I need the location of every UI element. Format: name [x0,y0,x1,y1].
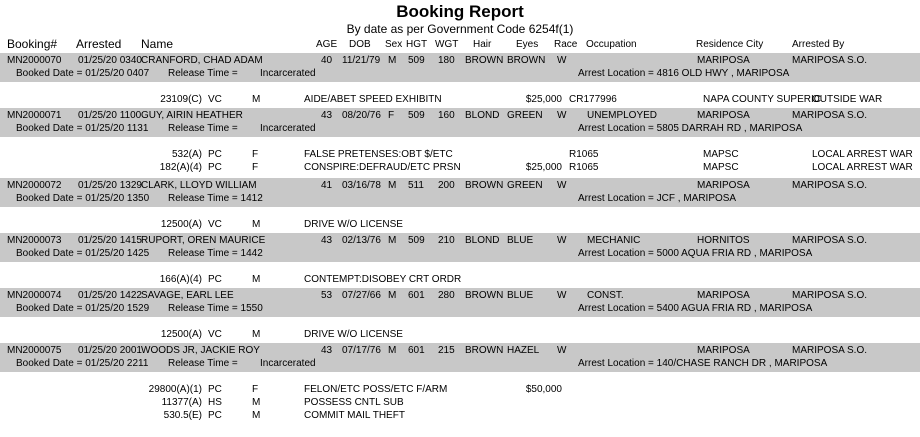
arrested-by: MARIPOSA S.O. [792,55,868,66]
person-height: 509 [408,55,425,66]
charge-type: PC [208,274,222,285]
report-subtitle: By date as per Government Code 6254f(1) [346,22,574,36]
person-name: GUY, AIRIN HEATHER [141,110,243,121]
person-name: SAVAGE, EARL LEE [141,290,234,301]
charge-type: PC [208,149,222,160]
charge-type: PC [208,162,222,173]
charge-description: DRIVE W/O LICENSE [304,219,403,230]
person-hair: BROWN [465,290,504,301]
charge-level: M [252,329,261,340]
custody-status: Incarcerated [260,123,316,134]
arrest-location: Arrest Location = 140/CHASE RANCH DR , MARIPOSA [578,358,828,369]
charge-level: M [252,94,261,105]
person-hair: BLOND [465,110,500,121]
person-height: 601 [408,345,425,356]
col-occupation: Occupation [586,39,637,50]
person-occupation: CONST. [587,290,624,301]
person-race: W [557,345,567,356]
charge-type: VC [208,94,222,105]
person-hair: BROWN [465,55,504,66]
col-race: Race [554,39,578,50]
person-race: W [557,290,567,301]
person-dob: 02/13/76 [342,235,381,246]
release-time: Release Time = 1442 [168,248,263,259]
person-sex: M [388,290,397,301]
person-occupation: UNEMPLOYED [587,110,658,121]
person-dob: 08/20/76 [342,110,381,121]
charge-court: MAPSC [703,162,739,173]
charge-type: PC [208,410,222,421]
col-wgt: WGT [435,39,459,50]
charge-bail: $50,000 [525,384,562,395]
charge-code: 530.5(E) [163,410,202,421]
arrest-location: Arrest Location = 5000 AQUA FRIA RD , MARIPOSA [578,248,813,259]
charge-description: POSSESS CNTL SUB [304,397,404,408]
arrested-by: MARIPOSA S.O. [792,180,868,191]
col-sex: Sex [385,39,403,50]
person-dob: 11/21/79 [342,55,381,66]
booked-date: Booked Date = 01/25/20 1131 [16,123,149,134]
col-booking: Booking# [7,37,58,51]
person-race: W [557,110,567,121]
booking-number: MN2000074 [7,290,62,301]
charge-description: DRIVE W/O LICENSE [304,329,403,340]
person-race: W [557,180,567,191]
col-arrested: Arrested [76,37,122,51]
residence-city: MARIPOSA [697,110,750,121]
booked-date: Booked Date = 01/25/20 1425 [16,248,150,259]
charge-bail: $25,000 [525,94,562,105]
person-age: 43 [321,235,333,246]
charge-level: F [252,162,259,173]
person-name: CRANFORD, CHAD ADAM [141,55,263,66]
person-weight: 215 [438,345,455,356]
charge-bail: $25,000 [525,162,562,173]
charge-code: 23109(C) [160,94,202,105]
charge-reference: R1065 [569,162,599,173]
charge-description: CONTEMPT:DISOBEY CRT ORDR [304,274,462,285]
person-dob: 07/27/66 [342,290,381,301]
arrested-by: MARIPOSA S.O. [792,235,868,246]
charge-code: 29800(A)(1) [148,384,202,395]
charge-code: 12500(A) [160,329,202,340]
charge-code: 11377(A) [161,397,202,408]
booking-number: MN2000070 [7,55,62,66]
person-eyes: GREEN [507,110,543,121]
charge-code: 12500(A) [160,219,202,230]
person-race: W [557,55,567,66]
person-weight: 200 [438,180,455,191]
release-time: Release Time = [168,68,238,79]
person-sex: F [388,110,395,121]
person-eyes: HAZEL [507,345,540,356]
report-title: Booking Report [396,2,524,21]
arrested-by: MARIPOSA S.O. [792,290,868,301]
person-age: 40 [321,55,333,66]
person-occupation: MECHANIC [587,235,641,246]
arrest-location: Arrest Location = 4816 OLD HWY , MARIPOSA [578,68,790,79]
col-arrested-by: Arrested By [792,39,845,50]
person-name: RUPORT, OREN MAURICE [141,235,266,246]
person-sex: M [388,55,397,66]
charge-description: FELON/ETC POSS/ETC F/ARM [304,384,448,395]
arrested-datetime: 01/25/20 1415 [78,235,142,246]
arrested-datetime: 01/25/20 2001 [78,345,142,356]
col-name: Name [141,37,174,51]
person-dob: 07/17/76 [342,345,381,356]
residence-city: MARIPOSA [697,55,750,66]
charge-agency: LOCAL ARREST WAR [812,162,913,173]
person-hair: BROWN [465,345,504,356]
person-hair: BLOND [465,235,500,246]
charge-code: 182(A)(4) [159,162,202,173]
charge-code: 532(A) [171,149,202,160]
booking-number: MN2000073 [7,235,62,246]
charge-type: VC [208,329,222,340]
residence-city: MARIPOSA [697,290,750,301]
charge-level: F [252,149,259,160]
person-age: 41 [321,180,333,191]
person-weight: 280 [438,290,455,301]
col-residence-city: Residence City [696,39,764,50]
booked-date: Booked Date = 01/25/20 0407 [16,68,150,79]
charge-code: 166(A)(4) [159,274,202,285]
arrest-location: Arrest Location = 5805 DARRAH RD , MARIPOSA [578,123,803,134]
person-eyes: BLUE [507,290,534,301]
residence-city: MARIPOSA [697,180,750,191]
charge-description: CONSPIRE:DEFRAUD/ETC PRSN [304,162,461,173]
person-race: W [557,235,567,246]
custody-status: Incarcerated [260,68,316,79]
person-weight: 160 [438,110,455,121]
person-name: CLARK, LLOYD WILLIAM [141,180,257,191]
person-age: 43 [321,345,333,356]
person-age: 53 [321,290,333,301]
charge-level: F [252,384,259,395]
person-sex: M [388,180,397,191]
residence-city: MARIPOSA [697,345,750,356]
col-eyes: Eyes [516,39,539,50]
booked-date: Booked Date = 01/25/20 1350 [16,193,150,204]
person-height: 509 [408,235,425,246]
arrest-location: Arrest Location = 5400 AGUA FRIA RD , MARIPOSA [578,303,813,314]
booked-date: Booked Date = 01/25/20 1529 [16,303,150,314]
release-time: Release Time = [168,358,238,369]
release-time: Release Time = [168,123,238,134]
charge-description: FALSE PRETENSES:OBT $/ETC [304,149,453,160]
charge-description: AIDE/ABET SPEED EXHIBITN [304,94,442,105]
arrested-datetime: 01/25/20 1422 [78,290,142,301]
charge-type: HS [208,397,222,408]
charge-agency: OUTSIDE WAR [812,94,883,105]
residence-city: HORNITOS [697,235,750,246]
person-eyes: BLUE [507,235,534,246]
person-name: WOODS JR, JACKIE ROY [141,345,260,356]
release-time: Release Time = 1550 [168,303,263,314]
charge-level: M [252,274,261,285]
charge-type: VC [208,219,222,230]
booking-number: MN2000071 [7,110,62,121]
col-dob: DOB [349,39,371,50]
custody-status: Incarcerated [260,358,316,369]
charge-type: PC [208,384,222,395]
arrested-datetime: 01/25/20 0340 [78,55,142,66]
release-time: Release Time = 1412 [168,193,263,204]
person-height: 511 [408,180,424,191]
person-weight: 210 [438,235,455,246]
charge-level: M [252,410,261,421]
charge-level: M [252,219,261,230]
person-eyes: BROWN [507,55,546,66]
charge-reference: CR177996 [569,94,617,105]
person-age: 43 [321,110,333,121]
person-height: 509 [408,110,425,121]
charge-reference: R1065 [569,149,599,160]
booked-date: Booked Date = 01/25/20 2211 [16,358,149,369]
person-eyes: GREEN [507,180,543,191]
arrested-by: MARIPOSA S.O. [792,345,868,356]
charge-agency: LOCAL ARREST WAR [812,149,913,160]
booking-number: MN2000072 [7,180,62,191]
person-dob: 03/16/78 [342,180,381,191]
col-hair: Hair [473,39,492,50]
arrest-location: Arrest Location = JCF , MARIPOSA [578,193,737,204]
person-weight: 180 [438,55,455,66]
arrested-datetime: 01/25/20 1329 [78,180,142,191]
person-sex: M [388,345,397,356]
booking-number: MN2000075 [7,345,62,356]
arrested-by: MARIPOSA S.O. [792,110,868,121]
person-hair: BROWN [465,180,504,191]
person-sex: M [388,235,397,246]
person-height: 601 [408,290,425,301]
charge-court: NAPA COUNTY SUPERIC [703,94,821,105]
arrested-datetime: 01/25/20 1100 [78,110,142,121]
charge-description: COMMIT MAIL THEFT [304,410,405,421]
col-hgt: HGT [406,39,428,50]
charge-court: MAPSC [703,149,739,160]
charge-level: M [252,397,261,408]
col-age: AGE [316,39,338,50]
